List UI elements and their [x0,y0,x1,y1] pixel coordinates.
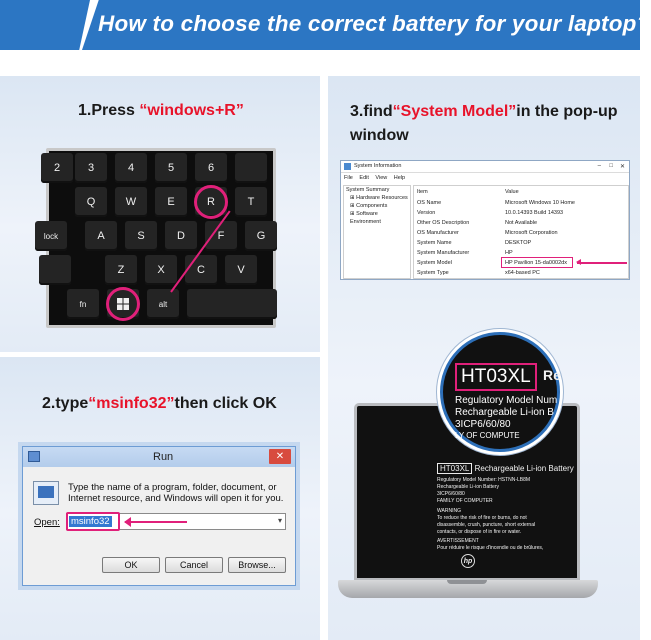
hp-logo-icon: hp [461,554,475,568]
run-title-bar[interactable] [23,447,295,467]
tree-label: Software Environment [350,211,381,225]
step2-suffix: then click OK [174,395,277,412]
run-description: Type the name of a program, folder, document, or Internet resource, and Windows will open it for you. [68,482,284,504]
screen-line: contacts, or dispose of in fire or water. [437,529,522,535]
chevron-down-icon[interactable]: ▾ [277,516,282,525]
step3-prefix: 3.find [350,103,393,120]
zoom-line: 3ICP6/60/80 [455,419,511,430]
zoom-model-highlight [455,363,537,391]
key-t: T [235,187,267,217]
zoom-model-suffix: Re [543,367,561,383]
tree-label: Hardware Resources [356,195,408,201]
zoom-line: Rechargeable Li-ion B [455,407,554,418]
step2-title [42,395,277,413]
key-v: V [225,255,257,285]
zoom-line: LY OF COMPUTE [455,431,520,440]
sysinfo-tree [343,185,411,279]
tree-item-system-summary[interactable]: System Summary [346,187,390,193]
key-x: X [145,255,177,285]
step1-highlight: “windows+R” [139,102,244,119]
row-value: Not Available [505,220,538,226]
column-value[interactable]: Value [505,189,519,195]
screen-model: HT03XL [437,463,472,474]
open-label: Open: [34,517,60,528]
key-windows-highlight [106,287,140,321]
minimize-icon[interactable]: – [597,163,601,169]
row-value: x64-based PC [505,270,540,276]
menu-edit[interactable]: Edit [359,175,369,181]
step1-title [78,102,244,120]
zoom-line: Regulatory Model Num [455,395,558,406]
key-shift [39,255,71,285]
step3-title [350,103,618,121]
step3-highlight: “System Model” [392,103,517,120]
laptop-notch [447,580,487,584]
run-dialog [22,446,296,586]
row-item: OS Manufacturer [417,230,459,236]
sysinfo-title: System Information [354,163,402,169]
row-value: HP Pavilion 15-da0002dx [505,260,567,266]
key-q: Q [75,187,107,217]
screen-heading: Rechargeable Li-ion Battery [474,464,574,473]
row-item: System Model [417,260,452,266]
column-item[interactable]: Item [417,189,428,195]
screen-line: disassemble, crush, puncture, short external [437,522,536,528]
key-a: A [85,221,117,251]
row-value: Microsoft Windows 10 Home [505,200,575,206]
sysinfo-title-bar[interactable] [341,161,629,173]
step2-prefix: 2.type [42,395,89,412]
table-row[interactable] [414,270,628,279]
zoom-model: HT03XL [461,366,531,387]
row-value: DESKTOP [505,240,532,246]
input-highlight [66,512,120,531]
tree-label: Components [356,203,388,209]
system-information-window [340,160,630,280]
key-e: E [155,187,187,217]
key-s: S [125,221,157,251]
browse-button[interactable]: Browse... [228,557,286,573]
row-value: 10.0.14393 Build 14393 [505,210,564,216]
screen-line: Rechargeable Li-ion Battery [437,484,499,490]
key-4: 4 [115,153,147,183]
row-item: OS Name [417,200,442,206]
close-icon[interactable]: ✕ [619,164,625,170]
key-w: W [115,187,147,217]
battery-label-zoom [440,332,560,452]
key-z: Z [105,255,137,285]
screen-line: FAMILY OF COMPUTER [437,498,493,504]
maximize-icon[interactable]: □ [609,163,613,169]
table-row[interactable] [414,230,628,239]
key-f: F [205,221,237,251]
row-item: Other OS Description [417,220,470,226]
key-g: G [245,221,277,251]
key-space [187,289,277,319]
row-item: Version [417,210,436,216]
screen-line: 3ICP6/60/80 [437,491,465,497]
step2-highlight: “msinfo32” [88,395,175,412]
sysinfo-menubar [344,175,410,181]
key-2: 2 [41,153,73,183]
pointer-arrow [125,521,187,523]
sysinfo-icon [344,163,351,170]
menu-file[interactable]: File [344,175,353,181]
row-value: Microsoft Corporation [505,230,558,236]
key-3: 3 [75,153,107,183]
screen-line: WARNING [437,508,461,514]
key-blank [235,153,267,183]
table-row[interactable] [414,240,628,249]
step1-panel [0,76,320,352]
key-caps-lock: lock [35,221,67,251]
tree-item-components[interactable]: ⊞ Components [350,203,388,209]
table-row[interactable] [414,200,628,209]
screen-label-heading [437,464,574,473]
table-header [414,189,628,198]
banner-accent [0,0,90,50]
screen-line: Pour réduire le risque d'incendie ou de brûlures, [437,545,544,551]
key-r-highlight [194,185,228,219]
key-fn: fn [67,289,99,319]
step3-title-line2: window [350,127,409,144]
close-button[interactable]: ✕ [269,449,291,464]
system-model-highlight [501,257,573,268]
screen-line: To reduce the risk of fire or burns, do not [437,515,527,521]
tree-item-software-environment[interactable]: ⊞ Software Environment [350,211,381,225]
screen-line: AVERTISSEMENT [437,538,479,544]
page-title: How to choose the correct battery for your laptop? [98,11,651,36]
row-item: System Type [417,270,449,276]
key-d: D [165,221,197,251]
screen-line: Regulatory Model Number: HSTNN-LB8M [437,477,531,483]
row-value: HP [505,250,513,256]
key-5: 5 [155,153,187,183]
open-input-value: msinfo32 [71,516,110,527]
ok-button[interactable]: OK [102,557,160,573]
table-row[interactable] [414,220,628,229]
run-window-icon [28,451,40,462]
menu-help[interactable]: Help [393,175,406,181]
cancel-button[interactable]: Cancel [165,557,223,573]
step3-suffix: in the pop-up [516,103,618,120]
run-app-icon [33,481,59,505]
keyboard-photo [43,148,276,328]
key-6: 6 [195,153,227,183]
row-item: System Name [417,240,452,246]
menu-view[interactable]: View [375,175,388,181]
table-row[interactable] [414,210,628,219]
header-banner [0,0,651,50]
tree-item-hardware-resources[interactable]: ⊞ Hardware Resources [350,195,408,201]
key-c: C [185,255,217,285]
pointer-arrow [577,262,627,264]
key-r: R [195,187,227,217]
row-item: System Manufacturer [417,250,470,256]
step1-prefix: 1.Press [78,102,135,119]
run-title: Run [153,451,174,463]
key-alt: alt [147,289,179,319]
